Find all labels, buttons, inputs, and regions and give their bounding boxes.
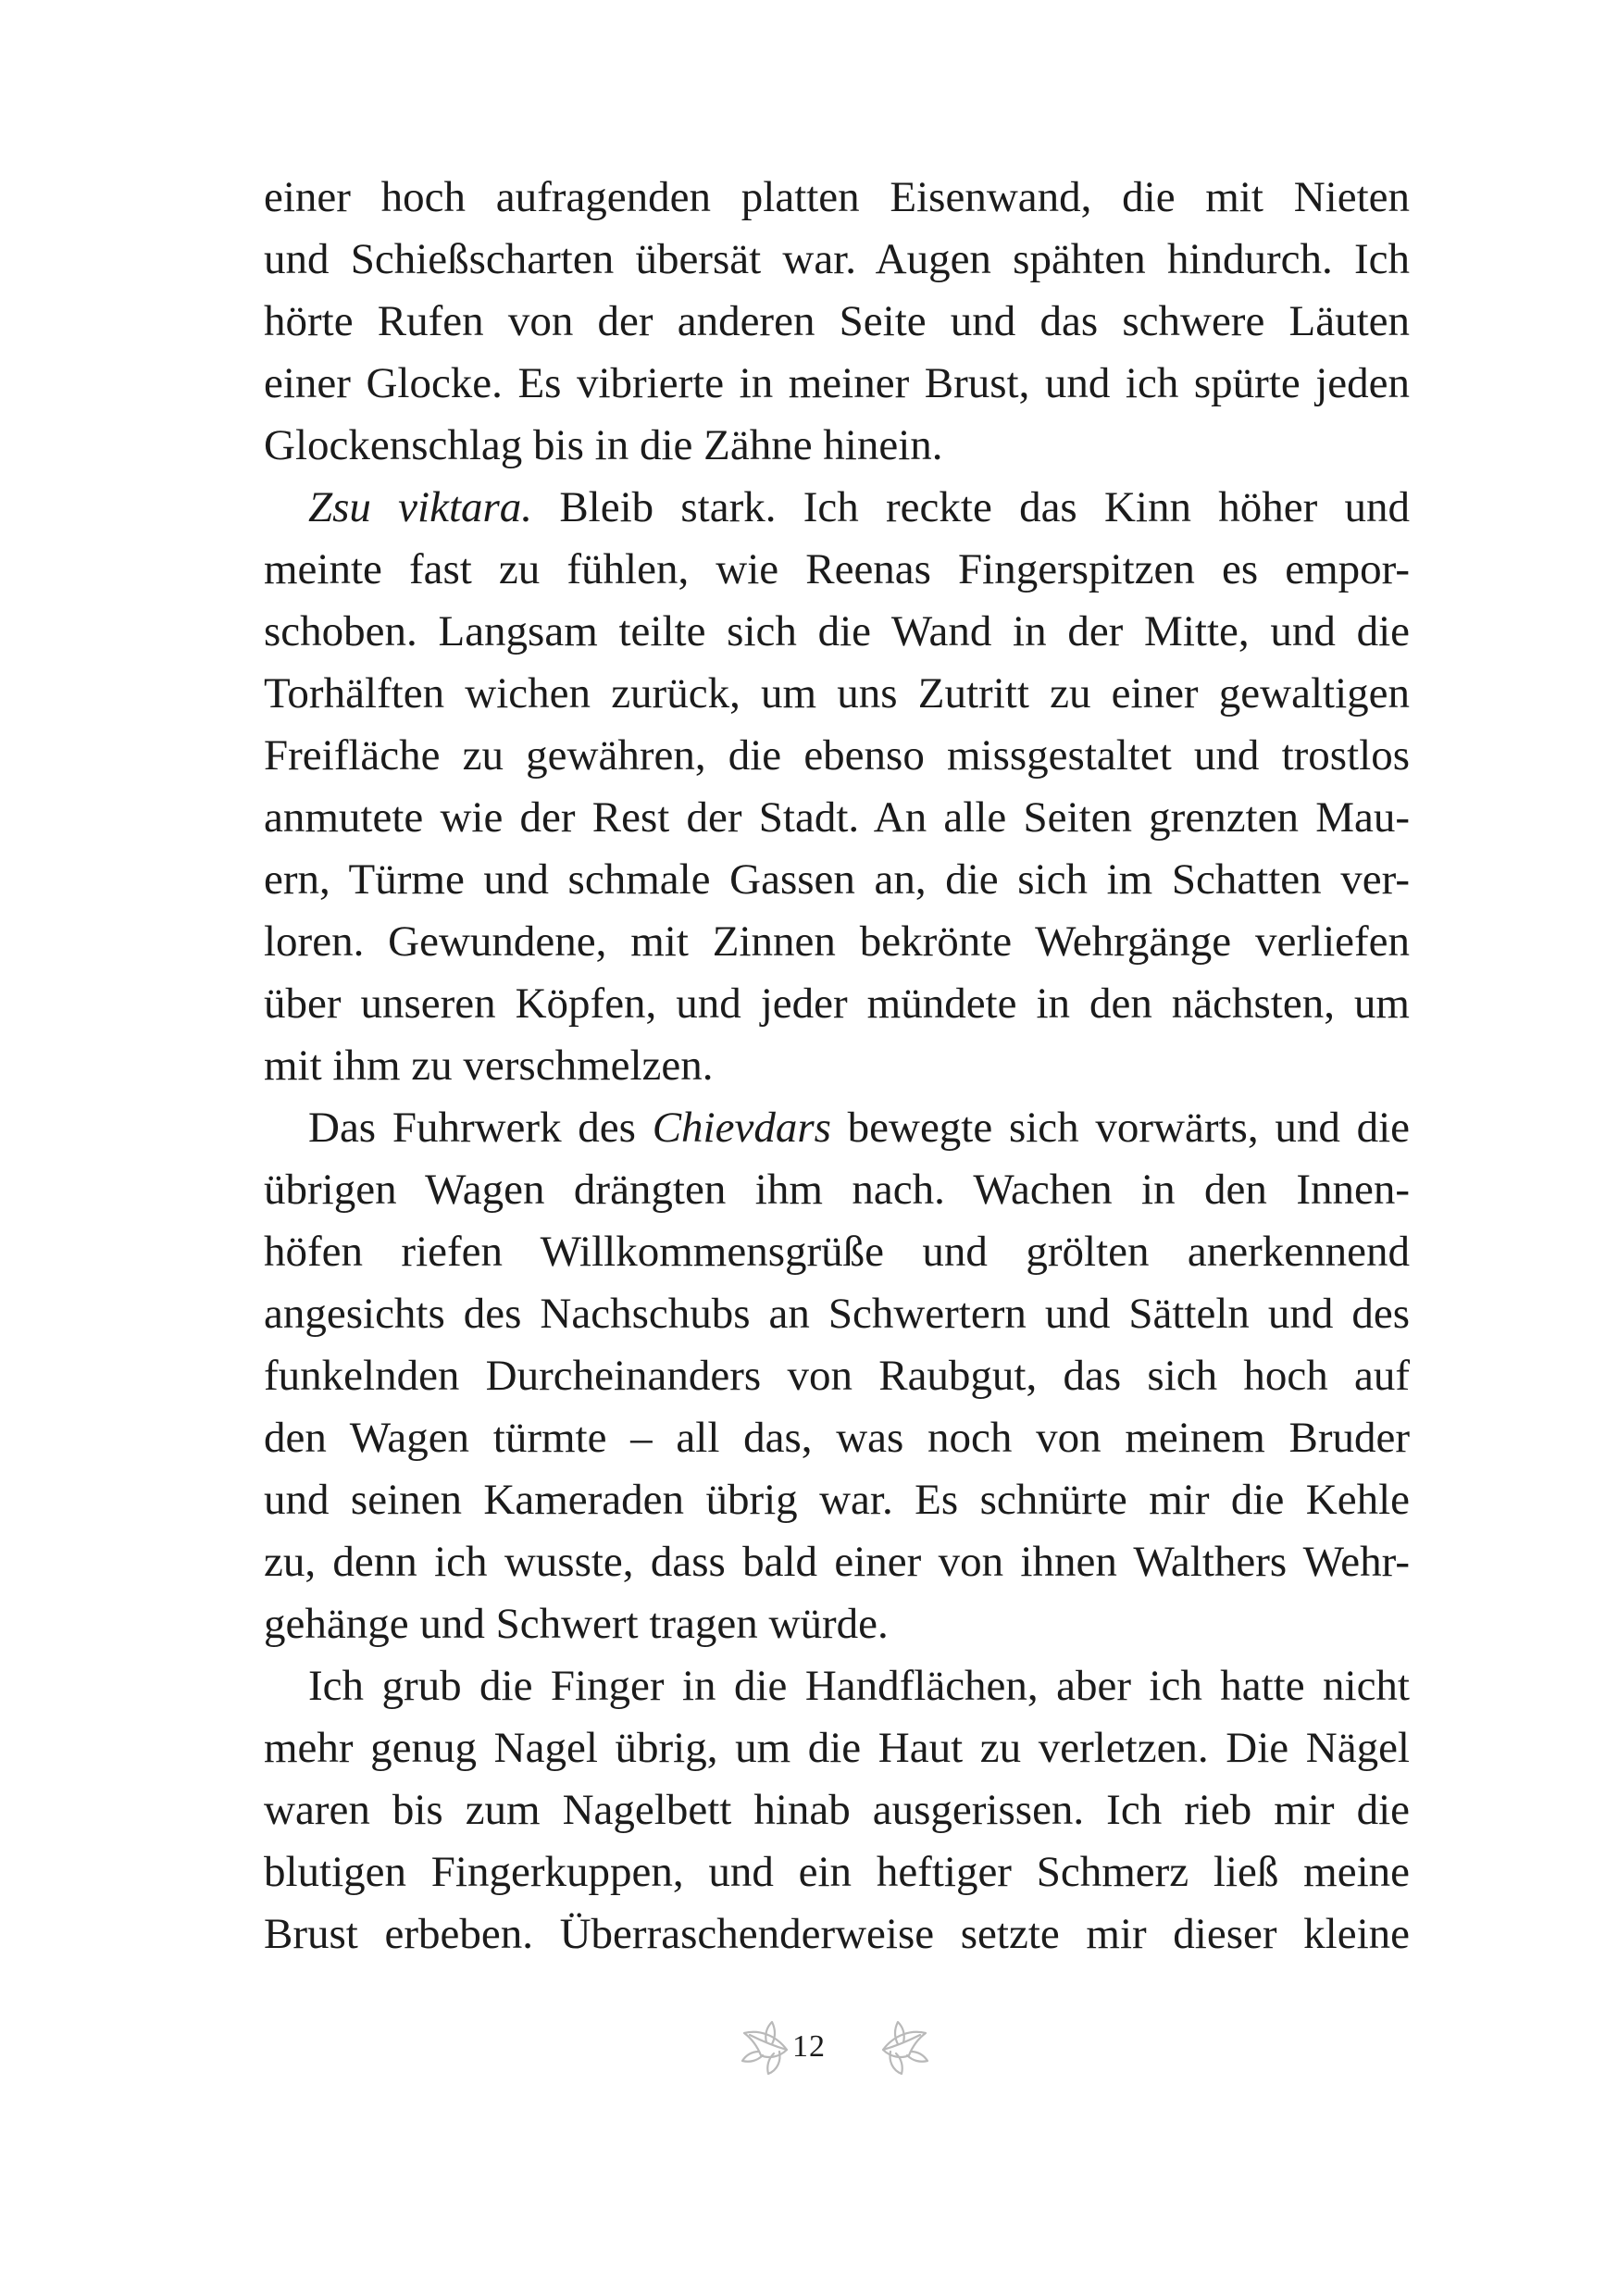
text-line: meinte fast zu fühlen, wie Reenas Fingerspitzen es empor- [264,545,1410,593]
body-text [264,167,1410,1965]
text-line: ern, Türme und schmale Gassen an, die sich im Schatten ver- [264,855,1410,904]
text-line: waren bis zum Nagelbett hinab ausgerissen. Ich rieb mir die [264,1786,1410,1834]
text-line: Glockenschlag bis in die Zähne hinein. [264,421,943,469]
text-line: und seinen Kameraden übrig war. Es schnürte mir die Kehle [264,1476,1410,1524]
italic-phrase: Chievdars [652,1104,831,1152]
text-line: schoben. Langsam teilte sich die Wand in der Mitte, und die [264,607,1410,655]
text-line: Torhälften wichen zurück, um uns Zutritt zu einer gewaltigen [264,669,1410,718]
text-line: angesichts des Nachschubs an Schwertern und Sätteln und des [264,1290,1410,1338]
text-line: hörte Rufen von der anderen Seite und das schwere Läuten [264,297,1410,345]
text-line: loren. Gewundene, mit Zinnen bekrönte Wehrgänge verliefen [264,917,1410,966]
text-line: einer hoch aufragenden platten Eisenwand, die mit Nieten [264,173,1410,221]
text-line: übrigen Wagen drängten ihm nach. Wachen in den Innen- [264,1166,1410,1214]
leaf-ornament-icon [876,2018,931,2078]
text-line: einer Glocke. Es vibrierte in meiner Brust, und ich spürte jeden [264,359,1410,407]
text-line: funkelnden Durcheinanders von Raubgut, das sich hoch auf [264,1352,1410,1400]
page-footer [0,2018,1618,2092]
italic-phrase: Zsu viktara. [308,483,533,531]
text-line: blutigen Fingerkuppen, und ein heftiger Schmerz ließ meine [264,1848,1410,1896]
text-line: Das Fuhrwerk des Chievdars bewegte sich vorwärts, und die [308,1104,1410,1152]
text-line: mehr genug Nagel übrig, um die Haut zu verletzen. Die Nägel [264,1724,1410,1772]
text-line: höfen riefen Willkommensgrüße und grölten anerkennend [264,1228,1410,1276]
text-line: mit ihm zu verschmelzen. [264,1042,714,1090]
text-line: Freifläche zu gewähren, die ebenso missgestaltet und trostlos [264,731,1410,780]
text-line: gehänge und Schwert tragen würde. [264,1600,889,1648]
text-line: anmutete wie der Rest der Stadt. An alle Seiten grenzten Mau- [264,793,1410,842]
text-line: über unseren Köpfen, und jeder mündete in den nächsten, um [264,980,1410,1028]
page-number: 12 [792,2029,826,2064]
text-line: den Wagen türmte – all das, was noch von meinem Bruder [264,1414,1410,1462]
text-line: Ich grub die Finger in die Handflächen, aber ich hatte nicht [308,1662,1410,1710]
text-line: zu, denn ich wusste, dass bald einer von ihnen Walthers Wehr- [264,1538,1410,1586]
text-line: Zsu viktara. Bleib stark. Ich reckte das Kinn höher und [308,483,1410,531]
text-line: Brust erbeben. Überraschenderweise setzte mir dieser kleine [264,1910,1410,1958]
text-line: und Schießscharten übersät war. Augen spähten hindurch. Ich [264,235,1410,283]
